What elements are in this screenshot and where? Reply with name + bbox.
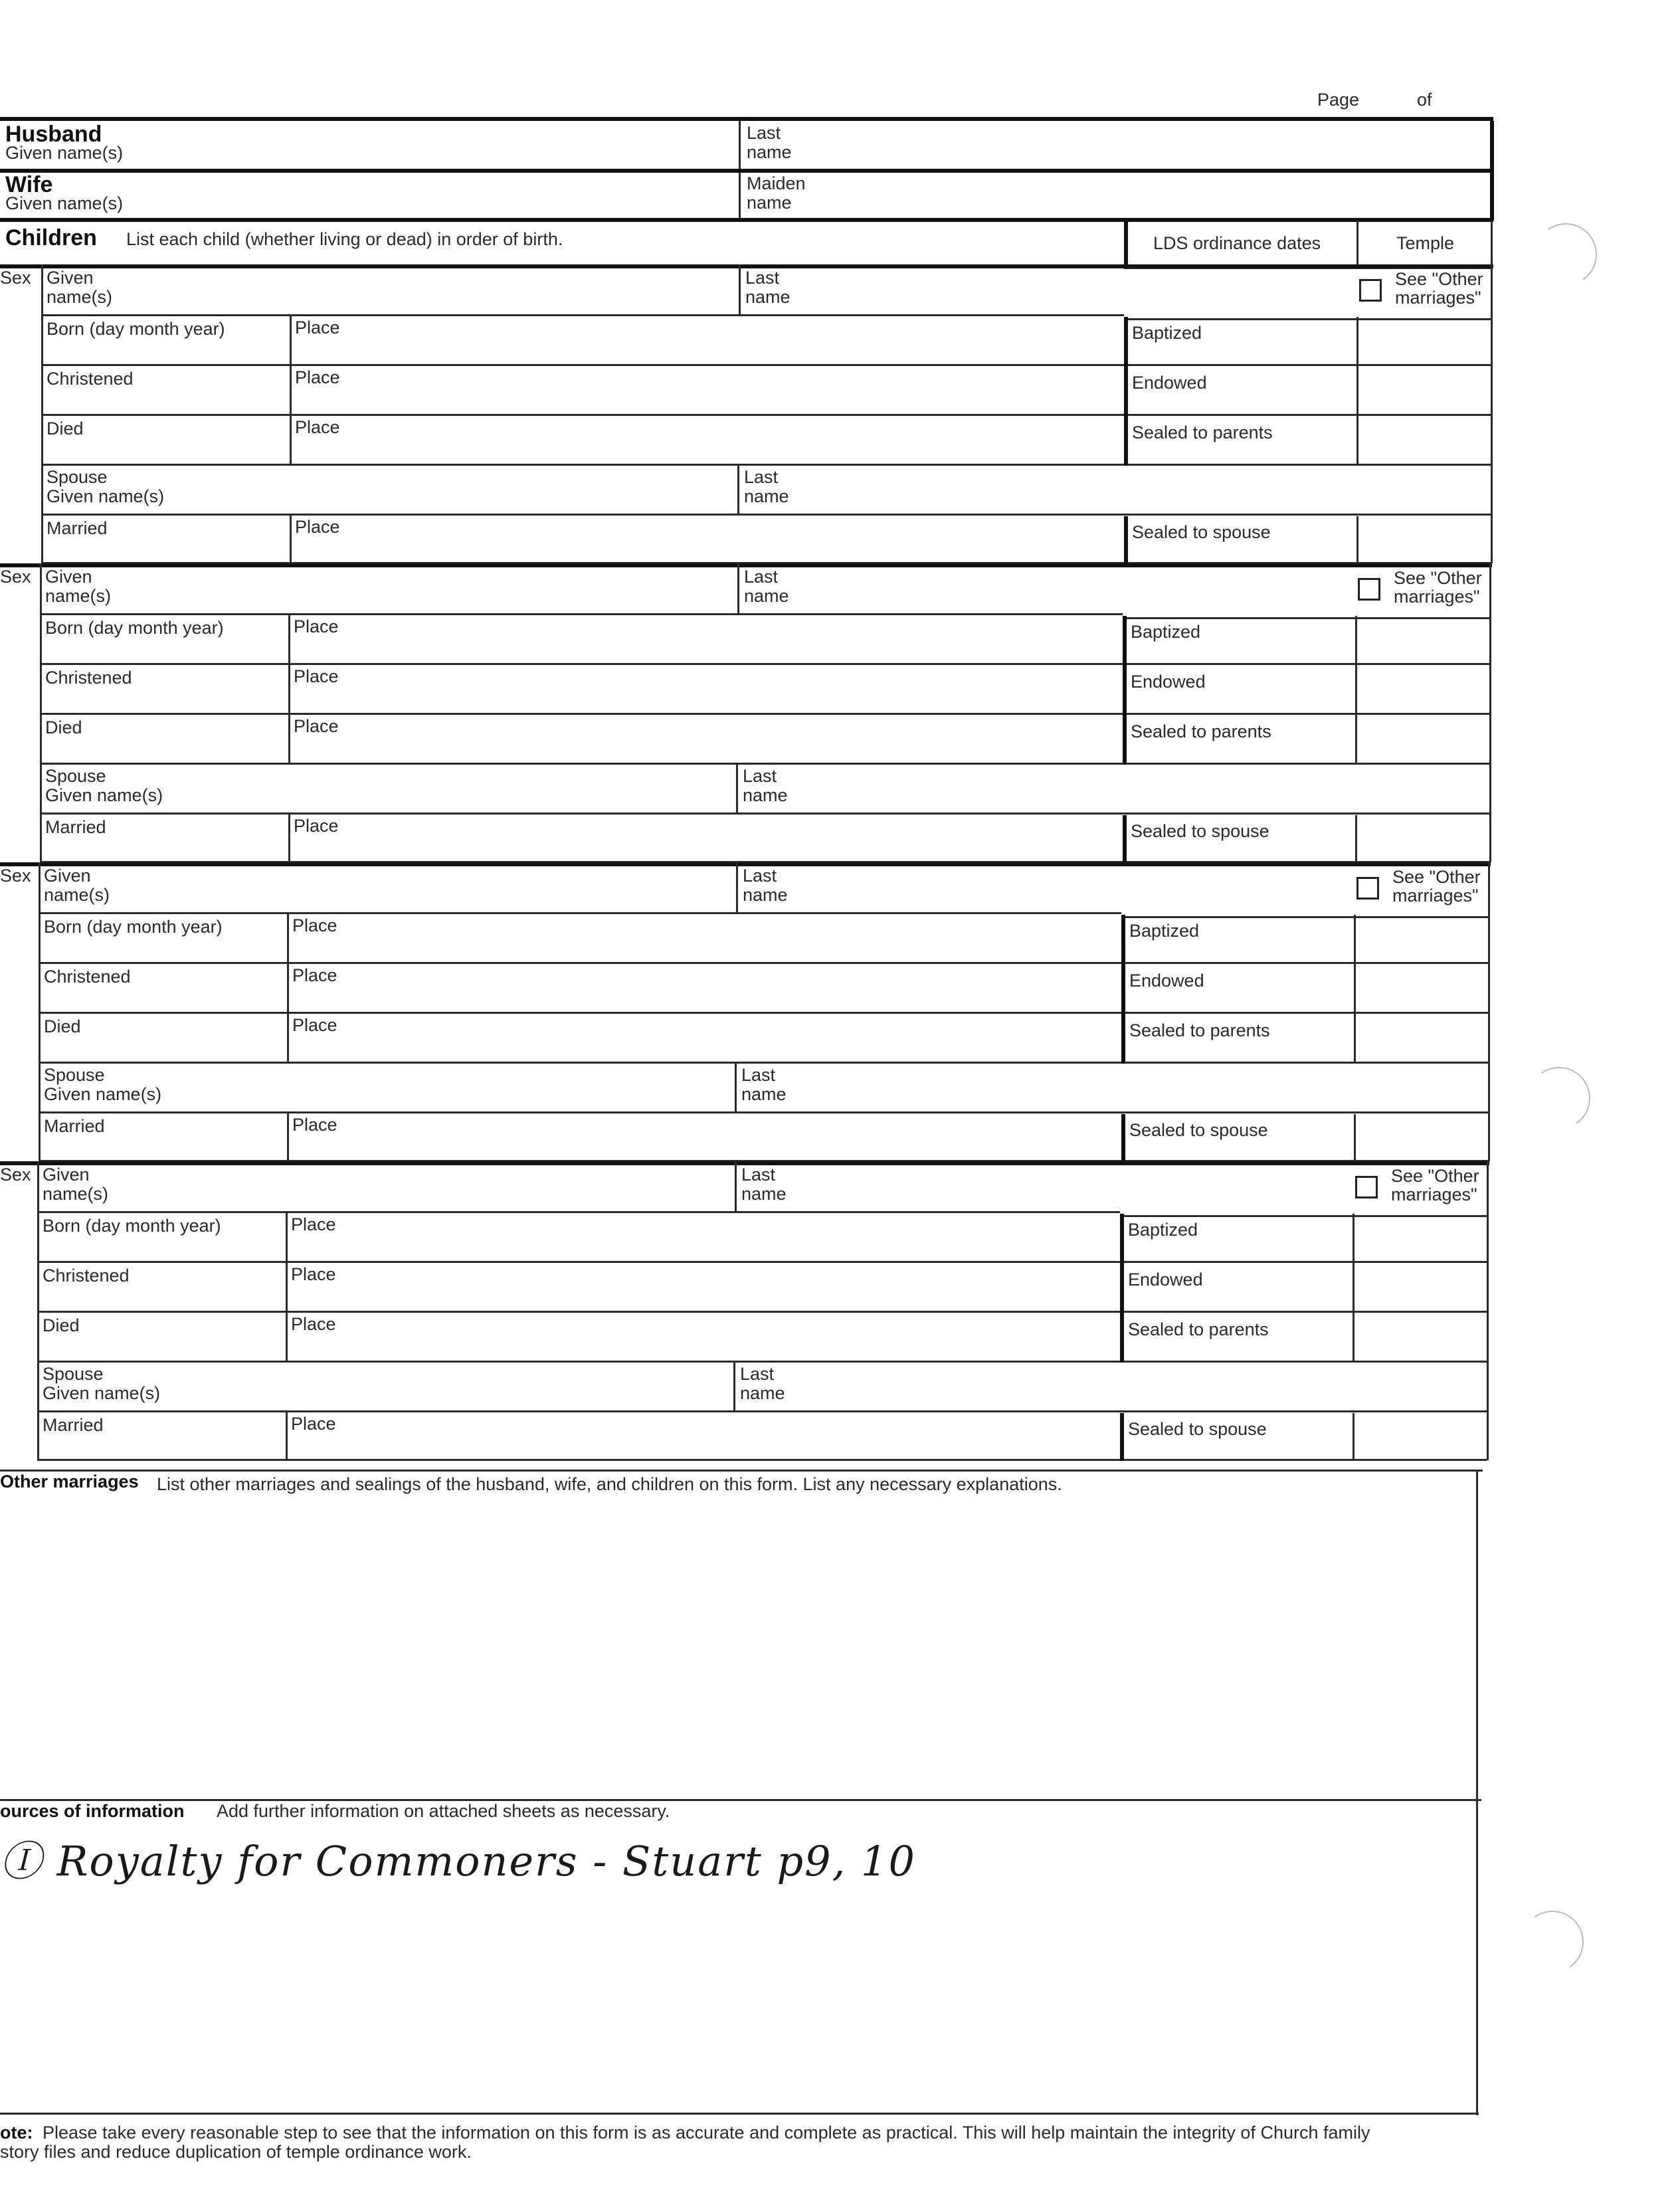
child-2-baptized-temple-field[interactable] bbox=[1358, 619, 1488, 662]
child-3-christened-place-label: Place bbox=[292, 965, 337, 985]
child-1-place-divider bbox=[290, 314, 292, 464]
husband-last-label: Last bbox=[747, 123, 781, 143]
child-3-sealed-spouse-label: Sealed to spouse bbox=[1129, 1120, 1268, 1140]
child-4-rule-5 bbox=[37, 1410, 1487, 1412]
child-2-other-marriages-checkbox[interactable] bbox=[1358, 578, 1380, 601]
child-4-died-date-field[interactable] bbox=[40, 1313, 284, 1359]
child-2-died-date-field[interactable] bbox=[43, 716, 287, 761]
child-1-sealed_parents-temple-field[interactable] bbox=[1359, 419, 1489, 463]
child-2-sealed-spouse-temple-field[interactable] bbox=[1358, 818, 1488, 862]
child-1-rule-4 bbox=[41, 464, 1491, 466]
temple-header: Temple bbox=[1396, 233, 1455, 253]
child-1-died-label: Died bbox=[47, 419, 84, 438]
child-1-last-field[interactable] bbox=[741, 268, 1353, 312]
binder-hole-top bbox=[1530, 219, 1602, 291]
child-4-rule-1 bbox=[37, 1211, 1120, 1213]
other-marriages-top bbox=[0, 1470, 1483, 1472]
child-3-born-label: Born (day month year) bbox=[44, 917, 223, 937]
child-3-baptized-label: Baptized bbox=[1129, 921, 1200, 941]
note-line-1: Please take every reasonable step to see that the information on this form is as accurate and complete as practical. This will help maintain the integrity of Church family bbox=[43, 2123, 1370, 2143]
child-2-temple-divider bbox=[1355, 616, 1357, 765]
child-4-sealed-spouse-temple-field[interactable] bbox=[1355, 1416, 1485, 1460]
child-3-married-place-divider bbox=[287, 1111, 289, 1161]
child-2-born-date-field[interactable] bbox=[43, 616, 287, 661]
child-4-temple-divider bbox=[1353, 1214, 1354, 1363]
child-2-married-place-field[interactable] bbox=[291, 815, 1121, 860]
child-4-died-place-label: Place bbox=[291, 1314, 336, 1334]
child-4-spouse-last-label: Last bbox=[740, 1364, 775, 1384]
child-1-given-label-2: name(s) bbox=[47, 287, 113, 307]
child-1-sealed_parents-label: Sealed to parents bbox=[1132, 423, 1273, 442]
child-1-spouse-last-label-2: name bbox=[744, 486, 789, 506]
child-1-christened-label: Christened bbox=[47, 369, 134, 389]
child-1-last-divider bbox=[739, 264, 741, 314]
child-1-spouse-given-field[interactable] bbox=[44, 466, 736, 512]
child-4-rule-4 bbox=[37, 1361, 1487, 1363]
child-1-married-place-divider bbox=[290, 514, 292, 563]
child-3-baptized-temple-field[interactable] bbox=[1356, 917, 1487, 961]
child-1-baptized-temple-field[interactable] bbox=[1359, 320, 1489, 363]
child-2-spouse-label: Spouse bbox=[45, 766, 106, 786]
child-2-lds-divider bbox=[1123, 616, 1127, 765]
child-3-sex-field[interactable] bbox=[0, 889, 37, 1155]
child-3-see-other-label: See "Other bbox=[1392, 867, 1481, 887]
child-4-other-marriages-checkbox[interactable] bbox=[1355, 1176, 1378, 1198]
child-3-endowed-label: Endowed bbox=[1129, 971, 1204, 991]
child-2-sealed_parents-label: Sealed to parents bbox=[1131, 721, 1271, 741]
child-3-spouse-last-label: Last bbox=[741, 1065, 776, 1085]
child-3-lds-divider bbox=[1121, 915, 1125, 1064]
sources-field[interactable] bbox=[0, 1827, 1477, 2113]
child-2-died-place-field[interactable] bbox=[291, 716, 1121, 761]
child-2-last-label-2: name bbox=[744, 586, 789, 606]
child-1-born-date-field[interactable] bbox=[44, 317, 288, 362]
child-3-rule-4 bbox=[39, 1062, 1488, 1064]
child-3-died-label: Died bbox=[44, 1016, 81, 1036]
child-1-spouse-label: Spouse bbox=[47, 467, 108, 487]
child-1-rule-2 bbox=[41, 364, 1491, 366]
child-4-sealed-spouse-label: Sealed to spouse bbox=[1128, 1419, 1267, 1439]
child-2-spouse-label-2: Given name(s) bbox=[45, 785, 163, 805]
children-instruction: List each child (whether living or dead) in order of birth. bbox=[126, 229, 563, 249]
child-4-married-lds-divider bbox=[1120, 1413, 1124, 1461]
child-4-see-other-label: See "Other bbox=[1391, 1166, 1479, 1186]
child-3-spouse-given-field[interactable] bbox=[41, 1064, 733, 1109]
child-3-rule-2 bbox=[39, 962, 1488, 964]
child-2-christened-place-field[interactable] bbox=[291, 666, 1121, 711]
child-3-spouse-last-field[interactable] bbox=[737, 1064, 1487, 1109]
child-2-christened-date-field[interactable] bbox=[43, 666, 287, 711]
wife-bottom-rule bbox=[0, 218, 1493, 222]
child-1-baptized-label: Baptized bbox=[1132, 323, 1202, 343]
child-2-rule-1 bbox=[40, 613, 1123, 615]
child-3-see-other-label-2: marriages" bbox=[1392, 886, 1479, 906]
child-4-born-place-field[interactable] bbox=[288, 1214, 1119, 1259]
child-2-sealed_parents-temple-field[interactable] bbox=[1358, 718, 1488, 762]
child-2-born-place-label: Place bbox=[294, 617, 339, 636]
child-3-married-label: Married bbox=[44, 1116, 105, 1136]
child-1-right-border bbox=[1491, 264, 1493, 563]
child-1-rule-1 bbox=[41, 314, 1124, 316]
wife-title: Wife bbox=[5, 172, 53, 197]
child-3-sealed_parents-temple-field[interactable] bbox=[1356, 1017, 1487, 1061]
of-label: of bbox=[1417, 90, 1432, 110]
husband-given-field[interactable] bbox=[0, 121, 739, 166]
note-line-2: story files and reduce duplication of temple ordinance work. bbox=[0, 2142, 472, 2162]
child-2-sex-field[interactable] bbox=[0, 590, 39, 856]
child-2-married-place-divider bbox=[288, 812, 290, 862]
child-4-rule-2 bbox=[37, 1261, 1487, 1263]
child-2-christened-place-label: Place bbox=[294, 666, 339, 686]
child-3-spouse-last-divider bbox=[735, 1062, 737, 1111]
child-1-married-date-field[interactable] bbox=[44, 516, 288, 561]
child-2-baptized-label: Baptized bbox=[1131, 622, 1201, 642]
other-marriages-text: List other marriages and sealings of the husband, wife, and children on this form. List any necessary explanations. bbox=[157, 1474, 1062, 1494]
child-3-rule-1 bbox=[39, 912, 1121, 914]
child-3-married-place-field[interactable] bbox=[290, 1114, 1120, 1159]
child-4-born-label: Born (day month year) bbox=[43, 1216, 221, 1236]
child-3-last-label-2: name bbox=[743, 885, 788, 905]
child-2-rule-3 bbox=[40, 713, 1489, 715]
child-3-rule-3 bbox=[39, 1012, 1488, 1014]
child-4-given-label: Given bbox=[43, 1165, 90, 1185]
wife-maiden-field[interactable] bbox=[741, 173, 1491, 218]
other-marriages-title: Other marriages bbox=[0, 1472, 139, 1491]
child-4-christened-date-field[interactable] bbox=[40, 1264, 284, 1309]
child-1-other-marriages-checkbox[interactable] bbox=[1359, 279, 1382, 302]
child-2-spouse-last-field[interactable] bbox=[739, 765, 1488, 811]
child-2-right-border bbox=[1489, 563, 1491, 862]
child-4-right-border bbox=[1487, 1161, 1489, 1460]
child-1-lds-divider bbox=[1124, 317, 1128, 466]
binder-hole-middle bbox=[1523, 1062, 1596, 1135]
child-1-died-place-label: Place bbox=[295, 417, 340, 437]
husband-last-field[interactable] bbox=[741, 121, 1491, 166]
other-marriages-field[interactable] bbox=[0, 1497, 1477, 1796]
child-3-given-label-2: name(s) bbox=[44, 885, 110, 905]
child-3-place-divider bbox=[287, 912, 289, 1062]
child-1-spouse-label-2: Given name(s) bbox=[47, 486, 165, 506]
child-4-spouse-last-divider bbox=[733, 1361, 735, 1410]
child-1-rule-3 bbox=[41, 414, 1491, 416]
child-3-married-date-field[interactable] bbox=[41, 1114, 286, 1159]
child-1-sex-label: Sex bbox=[0, 268, 31, 288]
child-4-spouse-label: Spouse bbox=[43, 1364, 104, 1384]
child-4-sealed_parents-temple-field[interactable] bbox=[1355, 1316, 1485, 1360]
child-3-married-lds-divider bbox=[1121, 1114, 1125, 1162]
child-3-sealed-spouse-temple-field[interactable] bbox=[1356, 1117, 1487, 1161]
child-4-died-label: Died bbox=[43, 1315, 80, 1335]
husband-title: Husband bbox=[5, 122, 102, 147]
children-title: Children bbox=[5, 225, 97, 250]
child-3-sex-label: Sex bbox=[0, 866, 31, 886]
child-1-last-label: Last bbox=[745, 268, 780, 288]
child-3-rule-5 bbox=[39, 1111, 1488, 1113]
child-2-given-label-2: name(s) bbox=[45, 586, 112, 606]
child-4-christened-place-label: Place bbox=[291, 1264, 336, 1284]
wife-maiden-label: Maiden bbox=[747, 173, 806, 193]
child-2-died-label: Died bbox=[45, 717, 82, 737]
child-2-spouse-given-field[interactable] bbox=[43, 765, 735, 811]
child-2-last-label: Last bbox=[744, 567, 779, 587]
child-3-spouse-label: Spouse bbox=[44, 1065, 105, 1085]
child-4-sealed_parents-label: Sealed to parents bbox=[1128, 1319, 1269, 1339]
child-2-spouse-last-divider bbox=[736, 763, 738, 812]
child-2-rule-4 bbox=[40, 763, 1489, 765]
lds-ordinance-header: LDS ordinance dates bbox=[1153, 233, 1321, 253]
child-4-married-temple-divider bbox=[1353, 1413, 1354, 1461]
child-2-sex-divider bbox=[40, 563, 42, 862]
wife-given-label: Given name(s) bbox=[5, 193, 124, 213]
child-2-married-temple-divider bbox=[1355, 815, 1357, 863]
child-1-endowed-label: Endowed bbox=[1132, 373, 1207, 393]
child-4-endowed-label: Endowed bbox=[1128, 1270, 1203, 1289]
child-4-christened-label: Christened bbox=[43, 1266, 130, 1286]
child-2-died-place-label: Place bbox=[294, 716, 339, 736]
child-2-endowed-label: Endowed bbox=[1131, 672, 1206, 692]
child-1-christened-date-field[interactable] bbox=[44, 367, 288, 412]
child-2-rule-5 bbox=[40, 812, 1489, 814]
child-3-spouse-last-label-2: name bbox=[741, 1084, 787, 1104]
child-1-born-label: Born (day month year) bbox=[47, 319, 225, 339]
child-1-see-other-label-2: marriages" bbox=[1395, 288, 1481, 308]
child-4-born-place-label: Place bbox=[291, 1214, 336, 1234]
child-4-spouse-given-field[interactable] bbox=[40, 1363, 732, 1408]
child-3-sealed_parents-label: Sealed to parents bbox=[1129, 1020, 1270, 1040]
child-3-died-date-field[interactable] bbox=[41, 1014, 286, 1060]
child-4-baptized-temple-field[interactable] bbox=[1355, 1216, 1485, 1260]
child-2-endowed-temple-field[interactable] bbox=[1358, 668, 1488, 712]
husband-given-label: Given name(s) bbox=[5, 143, 124, 163]
child-4-married-place-divider bbox=[286, 1410, 288, 1460]
wife-maiden-label-2: name bbox=[747, 193, 792, 213]
child-4-see-other-label-2: marriages" bbox=[1391, 1185, 1477, 1204]
child-2-spouse-last-label-2: name bbox=[743, 785, 788, 805]
child-3-spouse-label-2: Given name(s) bbox=[44, 1084, 162, 1104]
child-2-christened-label: Christened bbox=[45, 668, 132, 688]
child-1-sealed-spouse-label: Sealed to spouse bbox=[1132, 522, 1271, 542]
child-2-married-place-label: Place bbox=[294, 816, 339, 836]
child-1-died-date-field[interactable] bbox=[44, 417, 288, 462]
child-2-last-divider bbox=[737, 563, 739, 613]
child-1-born-place-field[interactable] bbox=[292, 317, 1123, 362]
child-1-spouse-last-divider bbox=[737, 464, 739, 514]
child-3-temple-divider bbox=[1354, 915, 1356, 1064]
child-2-married-date-field[interactable] bbox=[43, 815, 287, 860]
child-3-last-divider bbox=[736, 862, 738, 912]
child-4-christened-place-field[interactable] bbox=[288, 1264, 1119, 1309]
child-1-married-label: Married bbox=[47, 518, 108, 538]
child-1-given-field[interactable] bbox=[44, 268, 737, 312]
child-3-married-temple-divider bbox=[1354, 1114, 1356, 1162]
child-4-spouse-last-field[interactable] bbox=[736, 1363, 1485, 1408]
child-3-born-place-field[interactable] bbox=[290, 915, 1120, 960]
sources-title: ources of information bbox=[0, 1801, 185, 1821]
child-2-sealed-spouse-label: Sealed to spouse bbox=[1131, 821, 1269, 841]
child-3-christened-label: Christened bbox=[44, 967, 131, 987]
child-3-died-place-label: Place bbox=[292, 1015, 337, 1035]
child-1-married-temple-divider bbox=[1356, 516, 1358, 564]
child-1-spouse-last-field[interactable] bbox=[740, 466, 1489, 512]
child-4-baptized-label: Baptized bbox=[1128, 1220, 1198, 1240]
child-3-endowed-temple-field[interactable] bbox=[1356, 967, 1487, 1011]
sources-bottom bbox=[0, 2113, 1479, 2115]
child-4-rule-6 bbox=[37, 1459, 1487, 1461]
child-2-place-divider bbox=[288, 613, 290, 763]
wife-given-field[interactable] bbox=[0, 173, 739, 218]
child-4-died-place-field[interactable] bbox=[288, 1313, 1119, 1359]
child-1-born-place-label: Place bbox=[295, 318, 340, 337]
child-1-married-lds-divider bbox=[1124, 516, 1128, 564]
child-3-last-field[interactable] bbox=[739, 866, 1350, 910]
husband-last-label-2: name bbox=[747, 142, 792, 162]
child-2-given-label: Given bbox=[45, 567, 92, 587]
child-4-last-label-2: name bbox=[741, 1184, 787, 1204]
child-3-christened-place-field[interactable] bbox=[290, 965, 1120, 1010]
child-4-spouse-label-2: Given name(s) bbox=[43, 1383, 161, 1403]
child-1-sealed-spouse-temple-field[interactable] bbox=[1359, 519, 1489, 563]
child-2-married-lds-divider bbox=[1123, 815, 1127, 863]
child-3-given-field[interactable] bbox=[41, 866, 735, 910]
child-3-born-date-field[interactable] bbox=[41, 915, 286, 960]
child-2-see-other-label: See "Other bbox=[1394, 568, 1482, 588]
page-label: Page bbox=[1317, 90, 1360, 110]
child-4-last-label: Last bbox=[741, 1165, 776, 1185]
lds-header-mid bbox=[1356, 221, 1358, 268]
sources-text: Add further information on attached sheets as necessary. bbox=[217, 1801, 670, 1821]
child-1-christened-place-field[interactable] bbox=[292, 367, 1123, 412]
child-2-rule-2 bbox=[40, 663, 1489, 665]
child-4-married-date-field[interactable] bbox=[40, 1413, 284, 1458]
child-1-endowed-temple-field[interactable] bbox=[1359, 369, 1489, 413]
child-3-sex-divider bbox=[39, 862, 41, 1161]
lds-header-left bbox=[1124, 221, 1128, 268]
child-2-married-label: Married bbox=[45, 817, 106, 837]
lower-right-border bbox=[1476, 1470, 1478, 2115]
child-2-see-other-label-2: marriages" bbox=[1394, 587, 1480, 607]
child-4-rule-3 bbox=[37, 1311, 1487, 1313]
child-4-sex-field[interactable] bbox=[0, 1188, 36, 1454]
child-3-last-label: Last bbox=[743, 866, 777, 886]
child-1-spouse-last-label: Last bbox=[744, 467, 779, 487]
sources-handwritten-entry: Ⓘ Royalty for Commoners - Stuart p9, 10 bbox=[0, 1837, 916, 1885]
child-1-last-label-2: name bbox=[745, 287, 791, 307]
child-4-spouse-last-label-2: name bbox=[740, 1383, 785, 1403]
child-2-last-field[interactable] bbox=[740, 567, 1351, 611]
child-1-married-place-label: Place bbox=[295, 517, 340, 537]
child-1-temple-divider bbox=[1356, 317, 1358, 466]
child-1-given-label: Given bbox=[47, 268, 94, 288]
child-3-other-marriages-checkbox[interactable] bbox=[1356, 877, 1379, 900]
child-2-given-field[interactable] bbox=[43, 567, 736, 611]
child-4-married-label: Married bbox=[43, 1415, 104, 1435]
child-2-sex-label: Sex bbox=[0, 567, 31, 587]
child-4-given-field[interactable] bbox=[40, 1165, 733, 1209]
child-4-last-field[interactable] bbox=[737, 1165, 1349, 1209]
lds-header-right bbox=[1491, 221, 1493, 268]
child-3-married-place-label: Place bbox=[292, 1115, 337, 1135]
child-1-married-place-field[interactable] bbox=[292, 516, 1123, 561]
child-4-married-place-field[interactable] bbox=[288, 1413, 1119, 1458]
child-3-right-border bbox=[1488, 862, 1490, 1161]
child-3-born-place-label: Place bbox=[292, 915, 337, 935]
child-2-born-label: Born (day month year) bbox=[45, 618, 224, 638]
child-4-given-label-2: name(s) bbox=[43, 1184, 109, 1204]
child-3-christened-date-field[interactable] bbox=[41, 965, 286, 1010]
child-2-spouse-last-label: Last bbox=[743, 766, 777, 786]
child-4-married-place-label: Place bbox=[291, 1414, 336, 1434]
child-4-lds-divider bbox=[1120, 1214, 1124, 1363]
child-4-place-divider bbox=[286, 1211, 288, 1361]
child-4-sex-divider bbox=[37, 1161, 39, 1460]
child-4-sex-label: Sex bbox=[0, 1165, 31, 1185]
child-1-rule-5 bbox=[41, 514, 1491, 516]
child-1-christened-place-label: Place bbox=[295, 367, 340, 387]
child-4-last-divider bbox=[735, 1161, 737, 1211]
note-title: ote: bbox=[0, 2123, 33, 2143]
child-1-died-place-field[interactable] bbox=[292, 417, 1123, 462]
child-3-given-label: Given bbox=[44, 866, 91, 886]
child-3-died-place-field[interactable] bbox=[290, 1014, 1120, 1060]
child-1-see-other-label: See "Other bbox=[1395, 269, 1483, 289]
child-2-born-place-field[interactable] bbox=[291, 616, 1121, 661]
child-1-sex-field[interactable] bbox=[0, 291, 40, 557]
child-4-endowed-temple-field[interactable] bbox=[1355, 1266, 1485, 1310]
child-4-born-date-field[interactable] bbox=[40, 1214, 284, 1259]
binder-hole-bottom bbox=[1517, 1906, 1589, 1978]
child-1-sex-divider bbox=[41, 264, 43, 563]
